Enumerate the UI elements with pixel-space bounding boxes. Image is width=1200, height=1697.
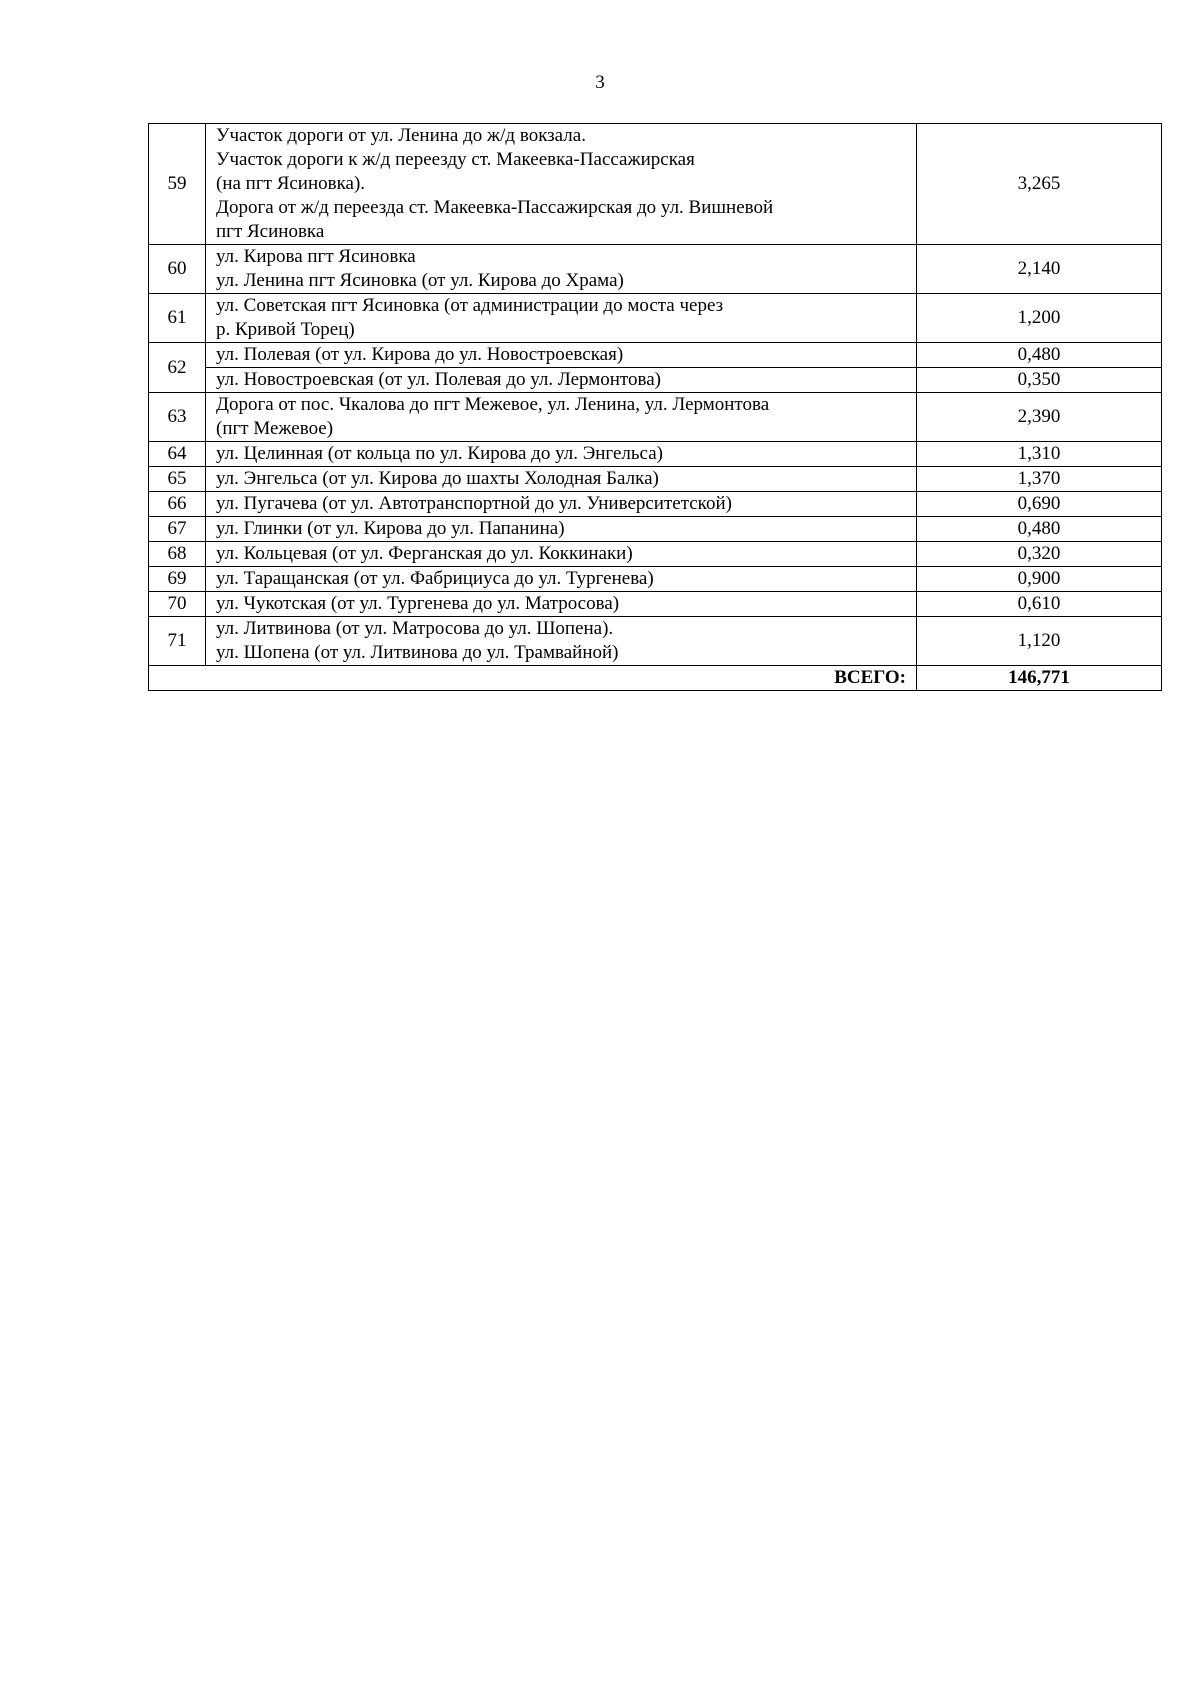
row-number: 68 [149,542,206,567]
table-row [149,245,1162,294]
road-name-line: ул. Целинная (от кольца по ул. Кирова до ул. Энгельса) [216,443,663,464]
road-length: 2,390 [917,393,1162,442]
table-row [149,567,1162,592]
row-number: 67 [149,517,206,542]
road-name-line: пгт Ясиновка [216,221,325,242]
road-length: 0,320 [917,542,1162,567]
road-name-line: Дорога от ж/д переезда ст. Макеевка-Пассажирская до ул. Вишневой [216,197,774,218]
road-name: ул. Полевая (от ул. Кирова до ул. Новостроевская) [206,343,917,368]
table-row [149,467,1162,492]
road-name-line: Дорога от пос. Чкалова до пгт Межевое, ул. Ленина, ул. Лермонтова [216,394,770,415]
row-number: 64 [149,442,206,467]
row-number: 62 [149,343,206,393]
road-length: 1,200 [917,294,1162,343]
road-name-line: Участок дороги к ж/д переезду ст. Макеевка-Пассажирская [216,149,695,170]
table-row [149,592,1162,617]
table-row [149,542,1162,567]
total-value: 146,771 [917,666,1162,691]
road-name-line: ул. Кольцевая (от ул. Ферганская до ул. Коккинаки) [216,543,633,564]
table-row [149,517,1162,542]
road-name-line: ул. Литвинова (от ул. Матросова до ул. Шопена). [216,618,614,639]
road-length: 3,265 [917,124,1162,245]
road-name-line: р. Кривой Торец) [216,319,355,340]
road-name [206,442,917,467]
road-name-line: ул. Энгельса (от ул. Кирова до шахты Холодная Балка) [216,468,659,489]
row-number: 61 [149,294,206,343]
road-name: ул. Новостроевская (от ул. Полевая до ул. Лермонтова) [206,368,917,393]
road-name-line: ул. Советская пгт Ясиновка (от администрации до моста через [216,295,724,316]
row-number: 69 [149,567,206,592]
roads-table [148,123,1162,691]
roads-table-body [149,124,1162,691]
road-name [206,492,917,517]
road-name-line: ул. Кирова пгт Ясиновка [216,246,416,267]
road-length: 2,140 [917,245,1162,294]
road-length: 0,900 [917,567,1162,592]
road-length: 1,370 [917,467,1162,492]
table-row [149,442,1162,467]
row-number: 71 [149,617,206,666]
table-row [149,368,1162,393]
table-row [149,124,1162,245]
road-name [206,592,917,617]
road-length: 0,690 [917,492,1162,517]
table-row [149,492,1162,517]
road-name [206,517,917,542]
road-name [206,617,917,666]
road-length: 0,610 [917,592,1162,617]
road-name [206,542,917,567]
road-name [206,124,917,245]
table-row [149,294,1162,343]
row-number: 59 [149,124,206,245]
total-row [149,666,1162,691]
table-row [149,343,1162,368]
row-number: 70 [149,592,206,617]
road-name [206,245,917,294]
road-length: 0,350 [917,368,1162,393]
road-name-line: (на пгт Ясиновка). [216,173,366,194]
road-name [206,393,917,442]
road-name-line: ул. Глинки (от ул. Кирова до ул. Папанина) [216,518,565,539]
road-name-line: ул. Таращанская (от ул. Фабрициуса до ул. Тургенева) [216,568,654,589]
row-number: 65 [149,467,206,492]
row-number: 66 [149,492,206,517]
row-number: 60 [149,245,206,294]
road-name [206,294,917,343]
row-number: 63 [149,393,206,442]
road-name [206,467,917,492]
table-row [149,617,1162,666]
road-length: 0,480 [917,343,1162,368]
table-row [149,393,1162,442]
road-name-line: ул. Шопена (от ул. Литвинова до ул. Трамвайной) [216,642,619,663]
road-name-line: Участок дороги от ул. Ленина до ж/д вокзала. [216,125,586,146]
road-name-line: (пгт Межевое) [216,418,334,439]
road-name-line: ул. Пугачева (от ул. Автотранспортной до ул. Университетской) [216,493,732,514]
road-name-line: ул. Ленина пгт Ясиновка (от ул. Кирова до Храма) [216,270,624,291]
road-length: 0,480 [917,517,1162,542]
road-length: 1,310 [917,442,1162,467]
page-number: 3 [595,72,605,93]
road-name-line: ул. Чукотская (от ул. Тургенева до ул. Матросова) [216,593,620,614]
road-length: 1,120 [917,617,1162,666]
road-name [206,567,917,592]
total-label: ВСЕГО: [149,666,917,691]
